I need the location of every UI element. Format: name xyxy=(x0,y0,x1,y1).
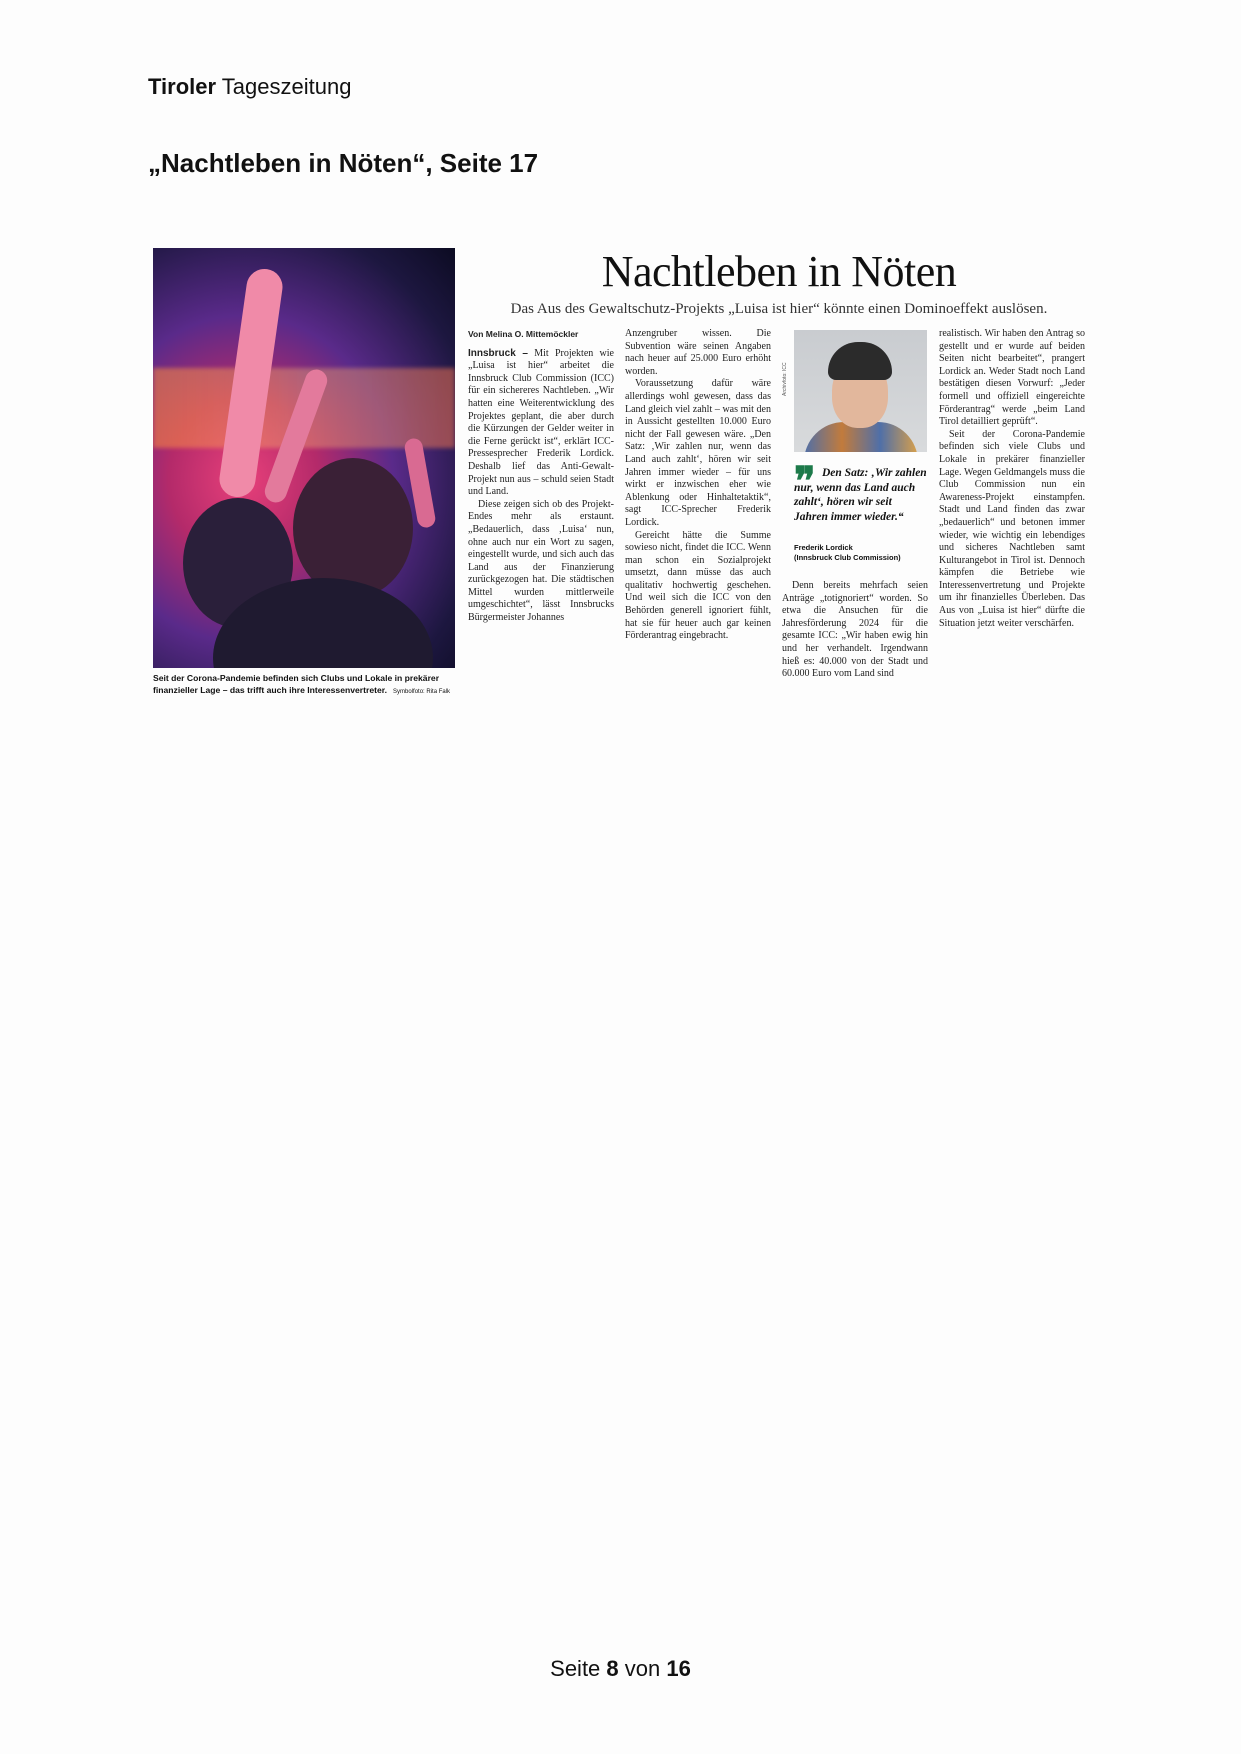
paragraph: Denn bereits mehrfach seien Anträge „totignoriert“ worden. So etwa die Ansuchen für die Jahresförderung 2024 für die gesamte ICC: „Wir haben ewig hin und her verhandelt. Irgendwann hieß es: 40.000 von der Stadt und 60.000 Euro vom Land sind xyxy=(782,580,928,680)
crowd-head xyxy=(293,458,413,598)
portrait-photo xyxy=(794,330,927,452)
paragraph: Anzengruber wissen. Die Subvention wäre seinen Angaben nach heuer auf 25.000 Euro erhöht worden. xyxy=(625,328,771,377)
paragraph xyxy=(468,348,614,499)
publication-name-bold: Tiroler xyxy=(148,74,217,99)
paragraph: Voraussetzung dafür wäre allerdings wohl gewesen, dass das Land gleich viel zahlt – was mit den in Aussicht gestellten 10.000 Euro nicht der Fall gewesen wäre. „Den Satz: ‚Wir zahlen nur, wenn das Land auch zahlt‘, hören wir seit Jahren immer wieder – für uns wirkt er inzwischen eher wie Ablenkung oder Hinhaltetaktik“, sagt ICC-Sprecher Frederik Lordick. xyxy=(625,378,771,528)
footer-page-total: 16 xyxy=(666,1656,691,1681)
photo-caption xyxy=(153,672,455,698)
paragraph-text: Mit Projekten wie „Luisa ist hier“ arbeitet die Innsbruck Club Commission (ICC) für ein sichereres Nachtleben. „Wir hatten eine Weiterentwicklung des Projektes geplant, die aber durch die Kürzungen der Gelder weiter in die Ferne gerückt ist“, erklärt ICC-Pressesprecher Frederik Lordick. Deshalb lief das Anti-Gewalt-Projekt nun aus – schuld seien Stadt und Land. xyxy=(468,347,614,498)
paragraph: Seit der Corona-Pandemie befinden sich viele Clubs und Lokale in prekärer finanzieller Lage. Wegen Geldmangels muss die Club Commission nun ein Awareness-Projekt einstampfen. Stadt und Land finden das zwar „bedauerlich“ und betonen immer wieder, wie wichtig ein lebendiges und sicheres Nachtleben samt Kulturangebot in Tirol ist. Dennoch kämpfen die Betriebe wie Interessenvertretung und Projekte um ihr finanzielles Überleben. Das Aus von „Luisa ist hier“ dürfte die Situation jetzt weiter verschärfen. xyxy=(939,428,1085,629)
article-column-3 xyxy=(782,580,928,681)
footer-mid: von xyxy=(618,1656,667,1681)
article-column-1 xyxy=(468,328,614,625)
pull-quote: Den Satz: ‚Wir zahlen nur, wenn das Land auch zahlt‘, hören wir seit Jahren immer wieder.“ xyxy=(794,467,927,523)
footer-prefix: Seite xyxy=(550,1656,607,1681)
photo-caption-text: Seit der Corona-Pandemie befinden sich Clubs und Lokale in prekärer finanzieller Lage – das trifft auch ihre Interessenvertreter. xyxy=(153,673,440,695)
publication-name-rest: Tageszeitung xyxy=(216,74,352,99)
article-column-2 xyxy=(625,328,771,643)
quote-author-name: Frederik Lordick xyxy=(794,543,853,552)
portrait-credit: Archivfoto: ICC xyxy=(782,362,788,396)
newspaper-clipping xyxy=(153,246,1085,701)
quote-mark-icon: ❞ xyxy=(794,459,816,504)
article-headline: Nachtleben in Nöten xyxy=(601,247,957,296)
paragraph: Gereicht hätte die Summe sowieso nicht, findet die ICC. Wenn man schon ein Sozialprojekt umsetzt, dann müsse das auch qualitativ hochwertig geschehen. Und weil sich die ICC von den Behörden generell ignoriert fühlt, hat sie für heuer auch gar keinen Förderantrag eingebracht. xyxy=(625,529,771,642)
photo-credit: Symbolfoto: Rita Falk xyxy=(393,689,451,695)
byline: Von Melina O. Mittemöckler xyxy=(468,329,579,339)
footer-page-number: 8 xyxy=(606,1656,619,1681)
paragraph: Diese zeigen sich ob des Projekt-Endes mehr als erstaunt. „Bedauerlich, dass ‚Luisa‘ nun, ohne auch nur ein Wort zu sagen, eingestellt wurde, und sich auch das Land aus der Finanzierung zurückgezogen hat. Die städtischen Mittel wurden mittlerweile umgeschichtet“, lässt Innsbrucks Bürgermeister Johannes xyxy=(468,498,614,624)
publication-name xyxy=(148,74,351,100)
article-column-4 xyxy=(939,328,1085,630)
quote-author-org: (Innsbruck Club Commission) xyxy=(794,553,901,562)
portrait-beanie xyxy=(828,342,892,380)
paragraph: realistisch. Wir haben den Antrag so gestellt und er wurde auf beiden Seiten nicht bearbeitet“, prangert Lordick an. Weder Stadt noch Land bestätigen diesen Vorwurf: „Jeder formell und offiziell eingereichte Förderantrag“ werde „beim Land Tirol detailliert geprüft“. xyxy=(939,328,1085,428)
page-footer xyxy=(0,1656,1241,1682)
article-subhead: Das Aus des Gewaltschutz-Projekts „Luisa ist hier“ könnte einen Dominoeffekt auslösen. xyxy=(510,301,1048,317)
quote-author xyxy=(794,543,928,563)
dateline: Innsbruck – xyxy=(468,347,528,359)
document-title: „Nachtleben in Nöten“, Seite 17 xyxy=(148,148,539,178)
club-crowd-photo xyxy=(153,248,455,668)
